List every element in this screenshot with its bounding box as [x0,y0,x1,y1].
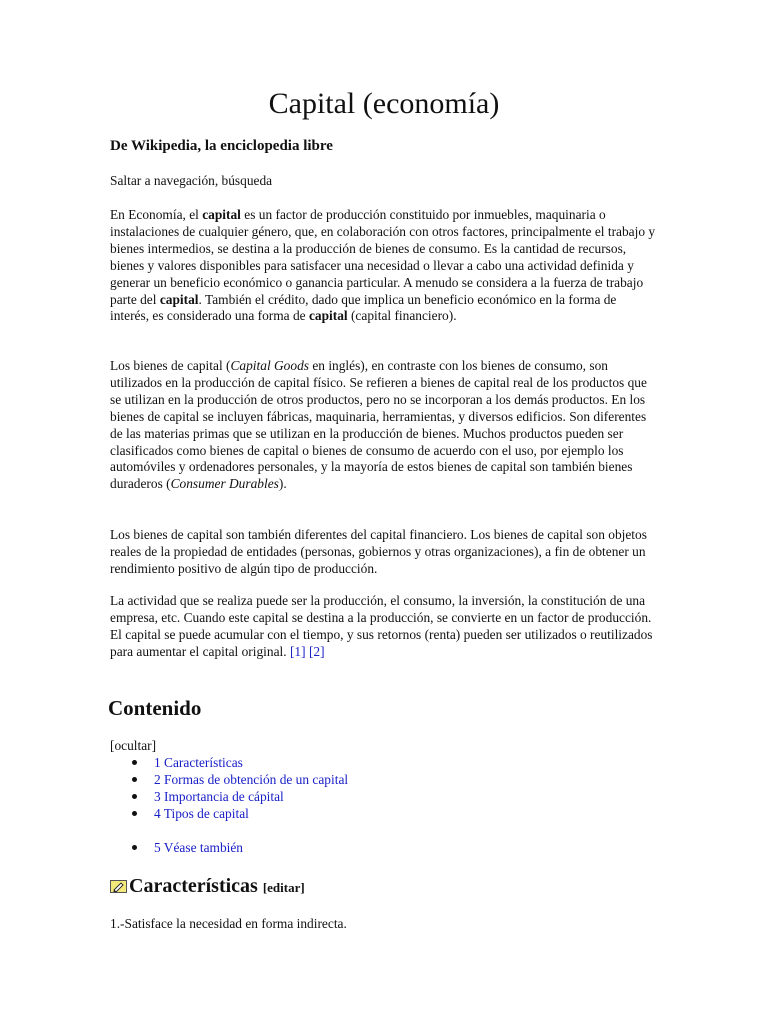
paragraph-2 [110,358,658,493]
toc-item[interactable] [110,771,348,788]
text-run: es un factor de producción constituido por inmuebles, maquinaria o instalaciones de cualquier género, que, en colaboración con otros factores, principalmente el trabajo y bienes intermedios, se destina a la producción de bienes de consumo. Es la cantidad de recursos, bienes y valores disponibles para satisfacer una necesidad o llevar a cabo una actividad definida y generar un beneficio económico o ganancia particular. A menudo se considera a la fuerza de trabajo parte del [110,207,656,307]
toc-toggle[interactable]: [ocultar] [110,738,157,753]
italic-term: Consumer Durables [170,476,279,492]
toc-link[interactable]: 3 Importancia de cápital [154,789,284,804]
paragraph-4 [110,593,658,661]
toc-item[interactable] [110,839,348,856]
jump-links: Saltar a navegación, búsqueda [110,173,273,188]
page-title: Capital (economía) [268,87,500,120]
section-heading-caracteristicas [110,873,305,901]
toc-link[interactable]: 2 Formas de obtención de un capital [154,772,349,787]
text-run: Los bienes de capital ( [110,358,231,373]
text-run: en inglés), en contraste con los bienes de consumo, son utilizados en la producción de capital físico. Se refieren a bienes de capital real de los productos que se utilizan en la producción de otros productos, pero no se incorporan a los demás productos. En los bienes de capital se incluyen fábricas, maquinaria, herramientas, y diversos edificios. Son diferentes de las materias primas que se utilizan en la producción de bienes. Muchos productos pueden ser clasificados como bienes de capital o bienes de consumo de acuerdo con el uso, por ejemplo los automóviles y ordenadores personales, y la mayoría de estos bienes de capital son también bienes duraderos ( [110,358,647,492]
section-text: 1.-Satisface la necesidad en forma indirecta. [110,916,347,931]
text-run: La actividad que se realiza puede ser la producción, el consumo, la inversión, la constitución de una empresa, etc. Cuando este capital se destina a la producción, se convierte en un factor de producción. El capital se puede acumular con el tiempo, y sus retornos (renta) pueden ser utilizados o reutilizados para aumentar el capital original. [110,593,653,659]
table-of-contents [110,737,348,856]
toc-heading: Contenido [108,696,202,720]
edit-pencil-icon [110,880,127,893]
bullet-icon [132,794,137,799]
paragraph-1 [110,207,658,325]
bold-term: capital [202,207,241,222]
bold-term: capital [159,291,199,307]
bullet-icon [132,811,137,816]
toc-link[interactable]: 1 Características [154,755,243,770]
text-run: (capital financiero). [347,308,457,324]
toc-item[interactable] [110,754,348,771]
italic-term: Capital Goods [230,358,309,373]
bold-term: capital [308,308,348,324]
bullet-icon [132,845,137,850]
toc-link[interactable]: 4 Tipos de capital [154,806,249,821]
text-run: ). [278,476,287,492]
reference-link-1[interactable]: [1] [289,643,306,659]
bullet-icon [132,760,137,765]
toc-list [110,754,348,856]
section-title: Características [129,875,258,897]
text-run: En Economía, el [110,207,203,222]
toc-item[interactable] [110,788,348,805]
subtitle: De Wikipedia, la enciclopedia libre [110,138,333,154]
edit-link[interactable]: [editar] [262,880,305,895]
reference-link-2[interactable]: [2] [308,643,325,659]
bullet-icon [132,777,137,782]
paragraph-3: Los bienes de capital son también diferentes del capital financiero. Los bienes de capital son objetos reales de la propiedad de entidades (personas, gobiernos y otras organizaciones), a fin de obtener un rendimiento positivo de algún tipo de producción. [110,527,647,576]
text-run: . También el crédito, dado que implica un beneficio económico en la forma de interés, es considerado una forma de [110,291,617,324]
toc-link[interactable]: 5 Véase también [154,840,243,855]
toc-item[interactable] [110,805,348,822]
